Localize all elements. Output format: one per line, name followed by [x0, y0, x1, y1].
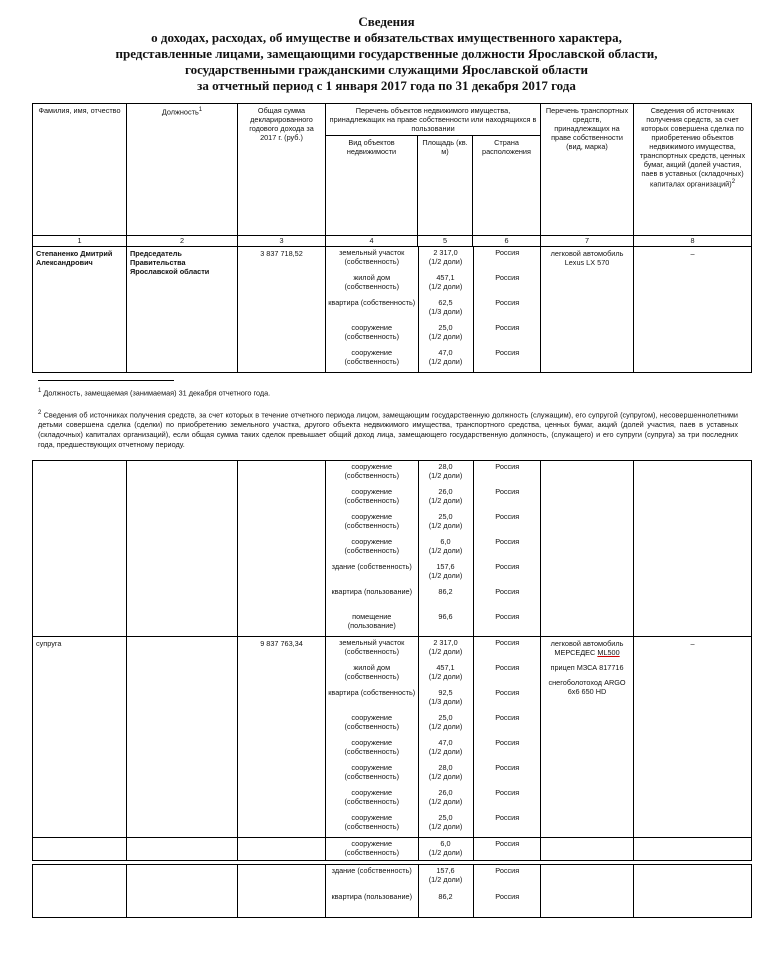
realty-share: (1/2 доли): [428, 521, 463, 530]
realty-area-value: 26,0: [438, 487, 453, 496]
realty-share: (1/2 доли): [428, 546, 463, 555]
realty-type: здание (собственность): [326, 865, 418, 891]
realty-object-row: [326, 347, 541, 372]
realty-share: (1/2 доли): [428, 848, 463, 857]
realty-area-value: 2 317,0: [433, 248, 458, 257]
header-row: [33, 104, 752, 136]
spouse-vehicle-3: снегоболотоход ARGO 6x6 650 HD: [548, 678, 626, 696]
realty-country: Россия: [495, 537, 520, 546]
realty-share: (1/2 доли): [428, 797, 463, 806]
person-objects: [326, 247, 541, 373]
realty-type: сооружение (собственность): [326, 536, 418, 561]
realty-share: (1/2 доли): [428, 672, 463, 681]
realty-area: [418, 787, 473, 812]
spouse-vehicles: [541, 637, 634, 838]
realty-share: (1/2 доли): [428, 722, 463, 731]
realty-type: земельный участок (собственность): [326, 247, 418, 272]
col-num: 7: [541, 236, 634, 247]
col-num: 5: [418, 236, 473, 247]
title-line-4: государственными гражданскими служащими Ярославской области: [185, 62, 588, 77]
empty-cell: [634, 461, 752, 637]
spouse-label: супруга: [33, 637, 127, 838]
realty-country: Россия: [495, 738, 520, 747]
realty-area: [418, 891, 473, 917]
spouse-vehicle-1: легковой автомобиль МЕРСЕДЕС ML500: [550, 639, 624, 657]
person-income: 3 837 718,52: [238, 247, 326, 373]
empty-cell: [238, 838, 326, 861]
title-line-3: представленные лицами, замещающими государственные должности Ярославской области,: [115, 46, 658, 61]
empty-cell: [33, 461, 127, 637]
header-realty-group: Перечень объектов недвижимого имущества, принадлежащих на праве собственности или находящихся в пользовании: [326, 104, 541, 136]
header-vehicles: Перечень транспортных средств, принадлежащих на праве собственности (вид, марка): [541, 104, 634, 236]
col-num: 1: [33, 236, 127, 247]
realty-share: (1/2 доли): [428, 822, 463, 831]
realty-area-value: 2 317,0: [433, 638, 458, 647]
realty-area-value: 28,0: [438, 763, 453, 772]
realty-object-row: [326, 272, 541, 297]
realty-area-value: 6,0: [440, 839, 451, 848]
person-continuation-row: [33, 461, 752, 637]
realty-share: (1/3 доли): [428, 697, 463, 706]
realty-area-value: 457,1: [436, 663, 455, 672]
realty-area-value: 47,0: [438, 738, 453, 747]
realty-area: [418, 812, 473, 837]
realty-country: Россия: [495, 813, 520, 822]
spouse-objects: [326, 637, 541, 838]
realty-area-value: 26,0: [438, 788, 453, 797]
empty-cell: [634, 865, 752, 918]
spouse-vehicle-2: прицеп МЗСА 817716: [550, 663, 624, 672]
realty-type: сооружение (собственность): [326, 762, 418, 787]
realty-area: [418, 322, 473, 347]
realty-share: (1/2 доли): [428, 571, 463, 580]
spouse-objects-break: [326, 838, 541, 861]
col-num: 6: [473, 236, 541, 247]
realty-type: квартира (пользование): [326, 586, 418, 611]
realty-country: Россия: [495, 323, 520, 332]
realty-type: сооружение (собственность): [326, 787, 418, 812]
header-area: Площадь (кв. м): [418, 136, 473, 236]
col-num: 4: [326, 236, 418, 247]
empty-cell: [541, 865, 634, 918]
realty-country: Россия: [495, 462, 520, 471]
header-position: Должность$^1$: [127, 104, 238, 236]
realty-type: сооружение (собственность): [326, 838, 418, 860]
realty-type: жилой дом (собственность): [326, 272, 418, 297]
footnote-1: $^1$ Должность, замещаемая (занимаемая) 31 декабря отчетного года.: [38, 388, 271, 398]
realty-area-value: 6,0: [440, 537, 451, 546]
realty-area: [418, 347, 473, 372]
realty-area: [418, 762, 473, 787]
realty-object-row: [326, 838, 541, 860]
empty-cell: [127, 461, 238, 637]
realty-type: квартира (собственность): [326, 687, 418, 712]
realty-country: Россия: [495, 562, 520, 571]
realty-area: [418, 272, 473, 297]
realty-country: Россия: [495, 892, 520, 901]
realty-object-row: [326, 561, 541, 586]
realty-object-row: [326, 812, 541, 837]
person-objects-cont: [326, 461, 541, 637]
realty-area: [418, 712, 473, 737]
continuation-table: [32, 460, 752, 861]
realty-area-value: 457,1: [436, 273, 455, 282]
realty-type: квартира (пользование): [326, 891, 418, 917]
realty-share: (1/3 доли): [428, 307, 463, 316]
realty-object-row: [326, 787, 541, 812]
empty-cell: [33, 838, 127, 861]
realty-object-row: [326, 536, 541, 561]
realty-country: Россия: [495, 663, 520, 672]
realty-object-row: [326, 322, 541, 347]
realty-type: помещение (пользование): [326, 611, 418, 636]
realty-country: Россия: [495, 487, 520, 496]
realty-country: Россия: [495, 612, 520, 621]
realty-area: [418, 737, 473, 762]
header-country: Страна расположения: [473, 136, 541, 236]
realty-share: (1/2 доли): [428, 471, 463, 480]
realty-area: [418, 611, 473, 636]
spouse-break-row: [33, 838, 752, 861]
realty-type: сооружение (собственность): [326, 712, 418, 737]
realty-area: [418, 247, 473, 272]
column-numbers-row: [33, 236, 752, 247]
realty-type: сооружение (собственность): [326, 322, 418, 347]
realty-type: земельный участок (собственность): [326, 637, 418, 662]
realty-country: Россия: [495, 763, 520, 772]
empty-cell: [634, 838, 752, 861]
header-income: Общая сумма декларированного годового дохода за 2017 г. (руб.): [238, 104, 326, 236]
realty-country: Россия: [495, 788, 520, 797]
realty-type: сооружение (собственность): [326, 461, 418, 486]
title-line-2: о доходах, расходах, об имуществе и обязательствах имущественного характера,: [151, 30, 622, 45]
realty-type: сооружение (собственность): [326, 737, 418, 762]
realty-area-value: 96,6: [438, 612, 453, 621]
realty-object-row: [326, 737, 541, 762]
realty-object-row: [326, 662, 541, 687]
realty-object-row: [326, 762, 541, 787]
realty-area: [418, 637, 473, 662]
realty-area: [418, 511, 473, 536]
realty-area-value: 47,0: [438, 348, 453, 357]
realty-object-row: [326, 611, 541, 636]
realty-area: [418, 486, 473, 511]
footnote-2: $^2$ Сведения об источниках получения средств, за счет которых в течение отчетного периода лицом, замещающим государственную должность (служащим), его супругой (супругом), несовершеннолетними детьми совершена сделка (сделки) по приобретению земельного участка, другого объекта недвижимого имущества, транспортного средства, ценных бумаг, акций (долей участия, паев в уставных (складочных) капиталах организаций), если общая сумма таких сделок превышает общий доход лица, замещающего государственную должность, (служащего) и его супруги (супруга) за три последних года, предшествующих отчетному периоду.: [38, 410, 738, 450]
realty-country: Россия: [495, 688, 520, 697]
spouse-continuation-row: [33, 865, 752, 918]
realty-share: (1/2 доли): [428, 747, 463, 756]
realty-share: (1/2 доли): [428, 772, 463, 781]
col-num: 8: [634, 236, 752, 247]
spouse-objects-cont: [326, 865, 541, 918]
realty-share: (1/2 доли): [428, 282, 463, 291]
empty-cell: [127, 637, 238, 838]
empty-cell: [541, 461, 634, 637]
realty-object-row: [326, 461, 541, 486]
realty-type: сооружение (собственность): [326, 347, 418, 372]
realty-area: [418, 297, 473, 322]
realty-object-row: [326, 712, 541, 737]
col-num: 3: [238, 236, 326, 247]
realty-area-value: 86,2: [438, 587, 453, 596]
doc-title: [0, 14, 773, 94]
realty-object-row: [326, 297, 541, 322]
realty-area: [418, 662, 473, 687]
realty-country: Россия: [495, 638, 520, 647]
realty-area: [418, 687, 473, 712]
realty-area-value: 25,0: [438, 813, 453, 822]
realty-country: Россия: [495, 866, 520, 875]
spouse-row: [33, 637, 752, 838]
realty-area-value: 157,6: [436, 562, 455, 571]
realty-area: [418, 586, 473, 611]
realty-object-row: [326, 586, 541, 611]
spouse-income: 9 837 763,34: [238, 637, 326, 838]
person-vehicle: легковой автомобиль Lexus LX 570: [541, 247, 634, 373]
realty-area: [418, 461, 473, 486]
header-realty-type: Вид объектов недвижимости: [326, 136, 418, 236]
realty-type: сооружение (собственность): [326, 812, 418, 837]
realty-country: Россия: [495, 298, 520, 307]
realty-share: (1/2 доли): [428, 357, 463, 366]
realty-area: [418, 536, 473, 561]
realty-country: Россия: [495, 348, 520, 357]
person-name: Степаненко Дмитрий Александрович: [33, 247, 127, 373]
realty-share: (1/2 доли): [428, 332, 463, 341]
person-row: [33, 247, 752, 373]
continuation-table-2: [32, 864, 752, 918]
realty-type: сооружение (собственность): [326, 486, 418, 511]
realty-area-value: 157,6: [436, 866, 455, 875]
realty-type: сооружение (собственность): [326, 511, 418, 536]
empty-cell: [238, 461, 326, 637]
realty-area-value: 92,5: [438, 688, 453, 697]
realty-share: (1/2 доли): [428, 496, 463, 505]
realty-area-value: 86,2: [438, 892, 453, 901]
realty-country: Россия: [495, 512, 520, 521]
empty-cell: [238, 865, 326, 918]
realty-area-value: 25,0: [438, 512, 453, 521]
realty-area-value: 28,0: [438, 462, 453, 471]
empty-cell: [127, 865, 238, 918]
realty-share: (1/2 доли): [428, 875, 463, 884]
realty-area-value: 62,5: [438, 298, 453, 307]
empty-cell: [33, 865, 127, 918]
realty-area: [418, 865, 473, 891]
realty-area: [418, 561, 473, 586]
realty-country: Россия: [495, 273, 520, 282]
realty-object-row: [326, 865, 541, 891]
title-line-5: за отчетный период с 1 января 2017 года по 31 декабря 2017 года: [197, 78, 576, 93]
realty-type: квартира (собственность): [326, 297, 418, 322]
empty-cell: [127, 838, 238, 861]
realty-object-row: [326, 486, 541, 511]
person-position: Председатель Правительства Ярославской области: [127, 247, 238, 373]
realty-object-row: [326, 891, 541, 917]
title-line-1: Сведения: [358, 14, 415, 29]
realty-share: (1/2 доли): [428, 257, 463, 266]
spouse-sources: –: [634, 637, 752, 838]
realty-country: Россия: [495, 713, 520, 722]
realty-area-value: 25,0: [438, 323, 453, 332]
realty-share: (1/2 доли): [428, 647, 463, 656]
footnote-divider: [38, 380, 174, 381]
realty-country: Россия: [495, 839, 520, 848]
person-sources: –: [634, 247, 752, 373]
header-sources: Сведения об источниках получения средств, за счет которых совершена сделка по приобретению объектов недвижимого имущества, транспортных средств, ценных бумаг, акций (долей участия, паев в уставных (складочных) капиталах организаций)$^2$: [634, 104, 752, 236]
realty-type: жилой дом (собственность): [326, 662, 418, 687]
empty-cell: [541, 838, 634, 861]
col-num: 2: [127, 236, 238, 247]
realty-type: здание (собственность): [326, 561, 418, 586]
realty-country: Россия: [495, 248, 520, 257]
realty-area: [418, 838, 473, 860]
declaration-table: [32, 103, 752, 373]
header-fio: Фамилия, имя, отчество: [33, 104, 127, 236]
realty-object-row: [326, 511, 541, 536]
realty-area-value: 25,0: [438, 713, 453, 722]
realty-object-row: [326, 687, 541, 712]
realty-object-row: [326, 247, 541, 272]
realty-object-row: [326, 637, 541, 662]
realty-country: Россия: [495, 587, 520, 596]
